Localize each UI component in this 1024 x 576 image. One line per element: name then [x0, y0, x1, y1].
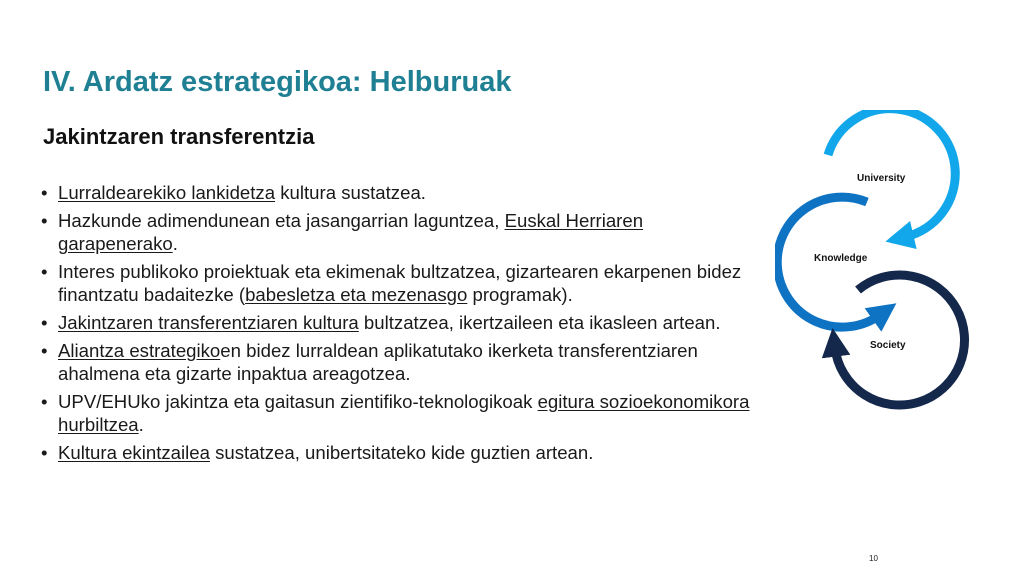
bullet-icon: • — [41, 261, 48, 282]
page-number: 10 — [869, 554, 878, 563]
item-text: . — [172, 233, 178, 254]
list-item — [40, 441, 760, 464]
bullet-icon: • — [41, 442, 48, 463]
bullet-icon: • — [41, 391, 48, 412]
list-item — [40, 339, 760, 385]
cycle-diagram — [775, 110, 975, 420]
slide-title: IV. Ardatz estrategikoa: Helburuak — [43, 66, 512, 98]
item-text: Hazkunde adimendunean eta jasangarrian laguntzea, — [58, 210, 505, 231]
cycle-arrows-graphic — [775, 110, 975, 420]
knowledge-label: Knowledge — [814, 253, 868, 264]
underlined-term: Aliantza estrategiko — [58, 340, 221, 361]
underlined-term: babesletza eta mezenasgo — [245, 284, 468, 305]
bullet-icon: • — [41, 182, 48, 203]
item-text: . — [138, 414, 144, 435]
list-item — [40, 390, 760, 436]
slide-subtitle: Jakintzaren transferentzia — [43, 124, 315, 149]
underlined-term: Jakintzaren transferentziaren kultura — [58, 312, 359, 333]
bullet-icon: • — [41, 210, 48, 231]
list-item — [40, 260, 760, 306]
list-item — [40, 181, 760, 204]
underlined-term: Kultura ekintzailea — [58, 442, 210, 463]
objectives-list — [40, 181, 760, 469]
item-text: en bidez lurraldean aplikatutako ikerketa transferentziaren ahalmena eta gizarte inpaktua areagotzea. — [58, 340, 698, 384]
underlined-term: Euskal Herriaren garapenerako — [58, 210, 644, 254]
bullet-icon: • — [41, 312, 48, 333]
university-label: University — [857, 173, 906, 184]
underlined-term: Lurraldearekiko lankidetza — [58, 182, 276, 203]
item-text: sustatzea, unibertsitateko kide guztien artean. — [209, 442, 594, 463]
list-item — [40, 311, 760, 334]
item-text: UPV/EHUko jakintza eta gaitasun zientifiko-teknologikoak — [58, 391, 538, 412]
society-label: Society — [870, 340, 906, 351]
list-item — [40, 209, 760, 255]
item-text: kultura sustatzea. — [275, 182, 426, 203]
item-text: programak). — [467, 284, 573, 305]
item-text: Interes publikoko proiektuak eta ekimenak bultzatzea, gizartearen ekarpenen bidez finantzatu badaitezke ( — [58, 261, 742, 305]
underlined-term: egitura sozioekonomikora hurbiltzea — [58, 391, 750, 435]
bullet-icon: • — [41, 340, 48, 361]
item-text: bultzatzea, ikertzaileen eta ikasleen artean. — [358, 312, 721, 333]
